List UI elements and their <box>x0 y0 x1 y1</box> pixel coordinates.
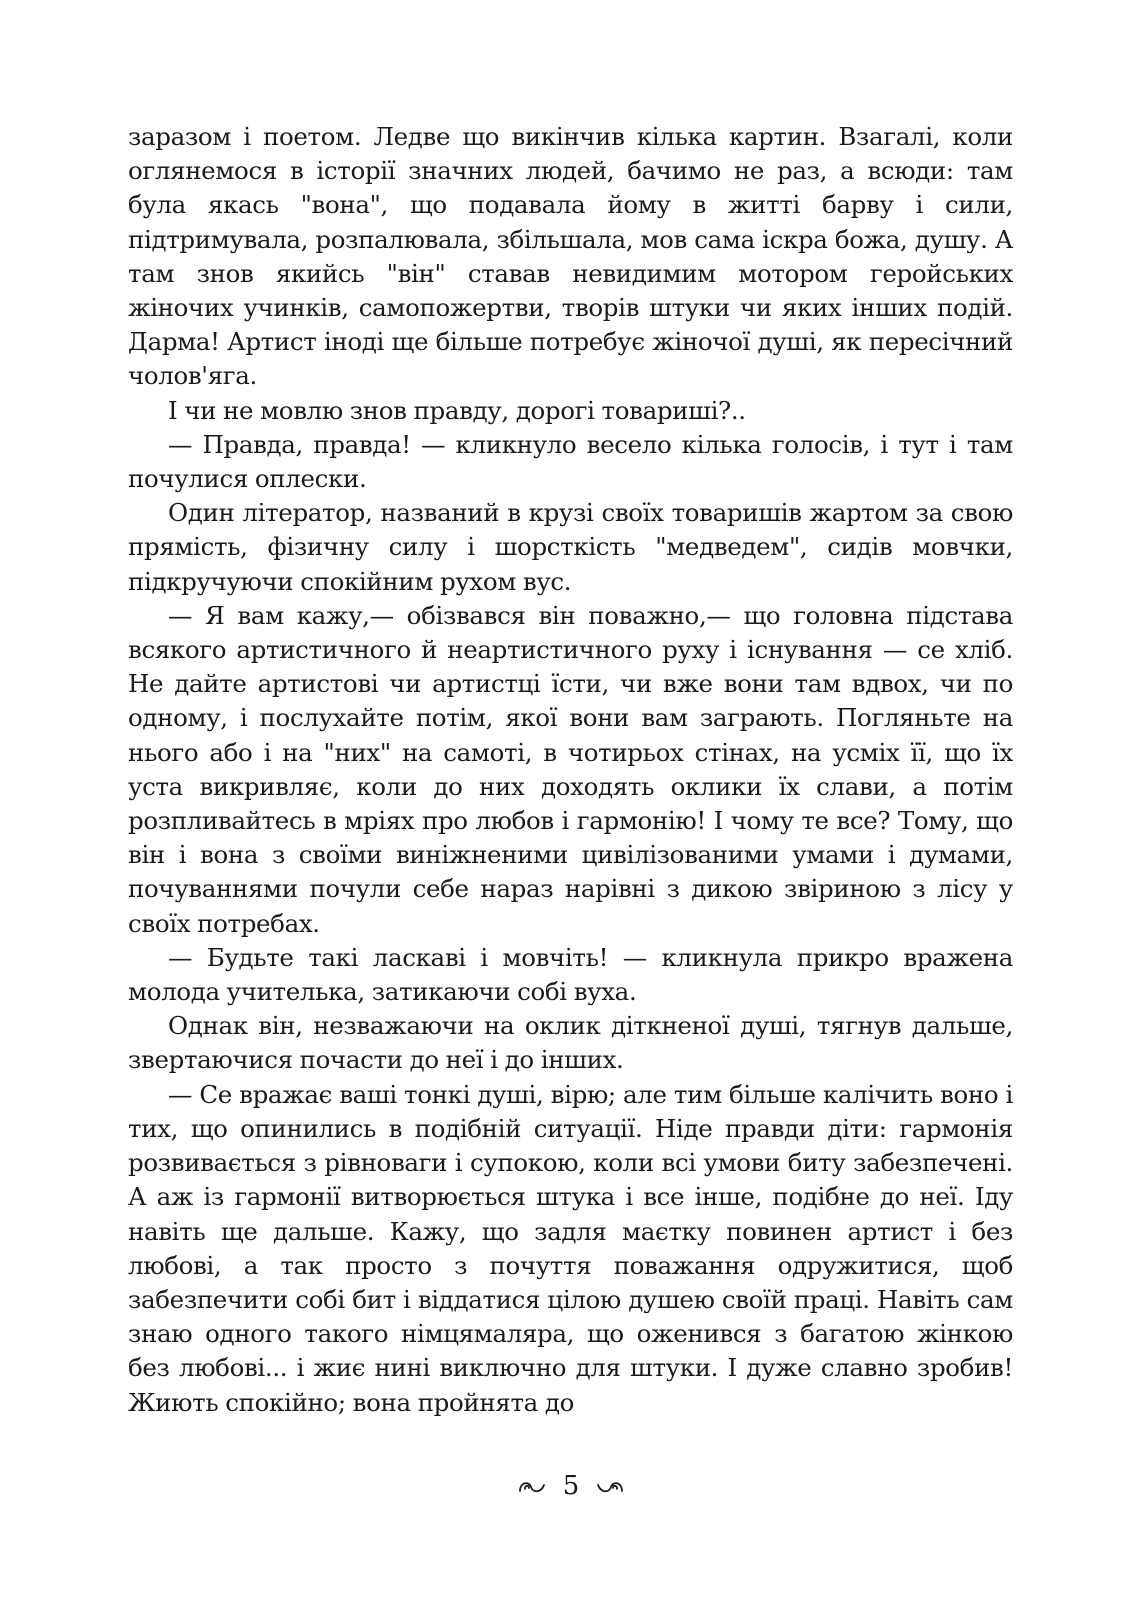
paragraph-4: Один літератор, названий в крузі своїх товаришів жартом за свою прямість, фізичну силу і шорсткість "медведем", сидів мовчки, підкручуючи спокійним рухом вус. <box>128 498 1013 596</box>
ornament-left-icon <box>517 1477 547 1497</box>
paragraph-7: Однак він, незважаючи на оклик діткненої душі, тягнув дальше, звертаючися почасти до неї і до інших. <box>128 1011 1013 1075</box>
ornament-right-icon <box>595 1477 625 1497</box>
page-number: 5 <box>562 1471 580 1501</box>
paragraph-1: заразом і поетом. Ледве що викінчив кілька картин. Взагалі, коли оглянемося в історії значних людей, бачимо не раз, а всюди: там була якась "вона", що подавала йому в житті барву і сили, підтримувала, розпалювала, збільшала, мов сама іскра божа, душу. А там знов якийсь "він" ставав невидимим мотором геройських жіночих учинків, самопожертви, творів штуки чи яких інших подій. Дарма! Артист іноді ще більше потребує жіночої душі, як пересічний чолов'яга. <box>128 122 1013 391</box>
page-footer <box>0 1471 1142 1501</box>
paragraph-2: І чи не мовлю знов правду, дорогі товариші?.. <box>168 395 746 425</box>
paragraph-5: — Я вам кажу,— обізвався він поважно,— що головна підстава всякого артистичного й неартистичного руху і існування — се хліб. Не дайте артистові чи артистці їсти, чи вже вони там вдвох, чи по одному, і послухайте потім, якої вони вам заграють. Погляньте на нього або і на "них" на самоті, в чотирьох стінах, на усміх її, що їх уста викривляє, коли до них доходять оклики їх слави, а потім розпливайтесь в мріях про любов і гармонію! І чому те все? Тому, що він і вона з своїми виніжненими цивілізованими умами і думами, почуваннями почули себе нараз нарівні з дикою звіриною з лісу у своїх потребах. <box>128 600 1013 938</box>
paragraph-8: — Се вражає ваші тонкі душі, вірю; але тим більше калічить воно і тих, що опинились в подібній ситуації. Ніде правди діти: гармонія розвивається з рівноваги і супокою, коли всі умови биту забезпечені. А аж із гармонії витворюється штука і все інше, подібне до неї. Іду навіть ще дальше. Кажу, що задля маєтку повинен артист і без любові, а так просто з почуття поважання одружитися, щоб забезпечити собі бит і віддатися цілою душею своїй праці. Навіть сам знаю одного такого німцямаляра, що оженився з багатою жінкою без любові... і жиє нині виключно для штуки. І дуже славно зробив! Жиють спокійно; вона пройнята до <box>128 1079 1013 1417</box>
page-body <box>128 120 1013 1420</box>
paragraph-3: — Правда, правда! — кликнуло весело кілька голосів, і тут і там почулися оплески. <box>128 429 1013 494</box>
paragraph-6: — Будьте такі ласкаві і мовчіть! — кликнула прикро вражена молода учителька, затикаючи собі вуха. <box>128 942 1013 1007</box>
